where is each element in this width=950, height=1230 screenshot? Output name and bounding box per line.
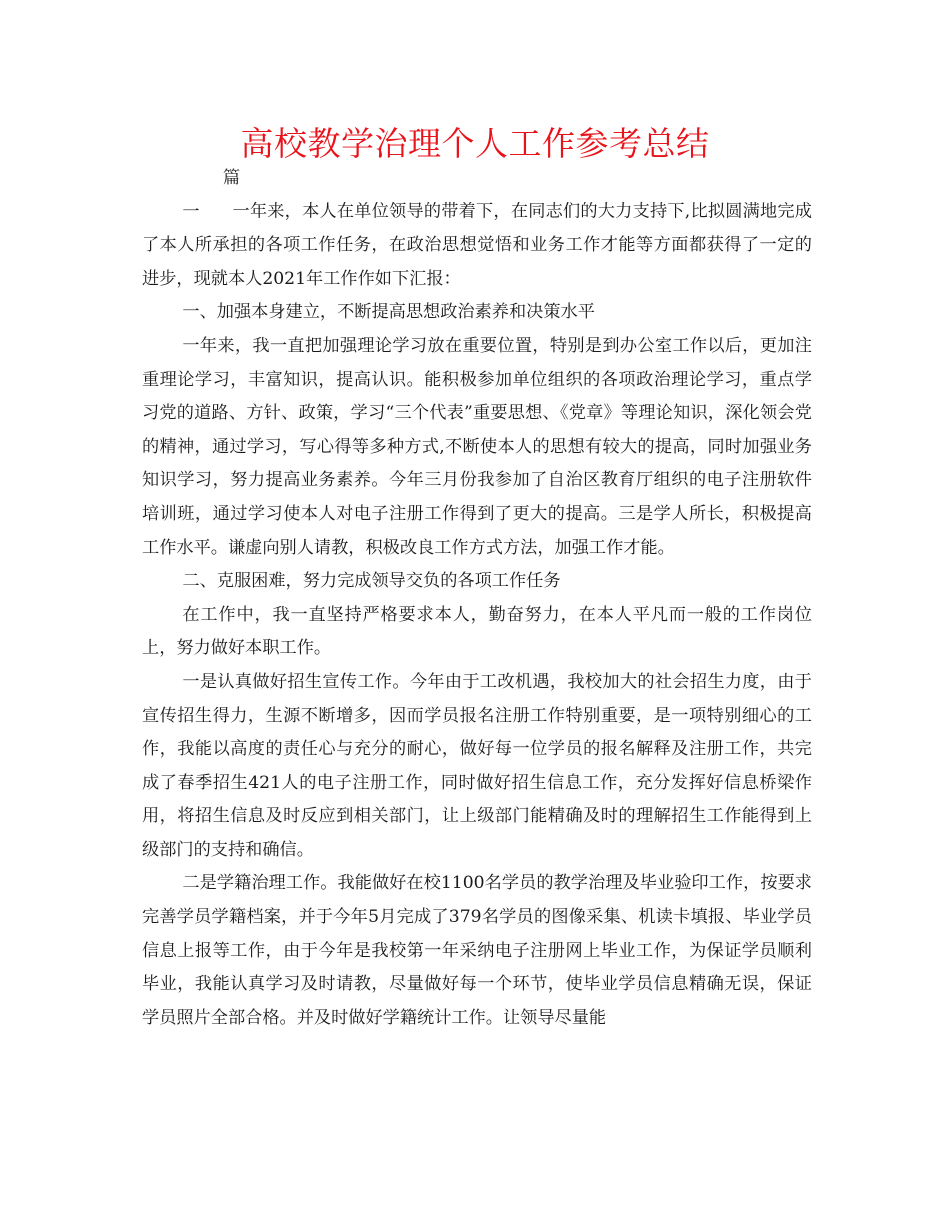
paragraph-theory-study: 一年来，我一直把加强理论学习放在重要位置，特别是到办公室工作以后，更加注重理论学习，丰富知识，提高认识。能积极参加单位组织的各项政治理论学习，重点学习党的道路、方针、政策，学习“三个代表”重要思想、《党章》等理论知识，深化领会党的精神，通过学习，写心得等多种方式,不断使本人的思想有较大的提高，同时加强业务知识学习，努力提高业务素养。今年三月份我参加了自治区教育厅组织的电子注册软件培训班，通过学习使本人对电子注册工作得到了更大的提高。三是学人所长，积极提高工作水平。谦虚向别人请教，积极改良工作方式方法，加强工作才能。 — [142, 335, 812, 558]
paragraph-work-attitude: 在工作中，我一直坚持严格要求本人，勤奋努力，在本人平凡而一般的工作岗位上，努力做好本职工作。 — [142, 604, 812, 659]
paragraph-intro — [142, 162, 812, 296]
document-body — [142, 162, 812, 1035]
paragraph-intro-text: 一年来，本人在单位领导的带着下，在同志们的大力支持下,比拟圆满地完成了本人所承担的各项工作任务，在政治思想觉悟和业务工作才能等方面都获得了一定的进步，现就本人2021年工作作如下汇报： — [142, 201, 812, 289]
document-title: 高校教学治理个人工作参考总结 — [240, 124, 710, 163]
heading-section-2: 二、克服困难，努力完成领导交负的各项工作任务 — [182, 571, 561, 592]
heading-section-1: 一、加强本身建立，不断提高思想政治素养和决策水平 — [182, 302, 595, 323]
paragraph-enrollment: 一是认真做好招生宣传工作。今年由于工改机遇，我校加大的社会招生力度，由于宣传招生得力，生源不断增多，因而学员报名注册工作特别重要，是一项特别细心的工作，我能以高度的责任心与充分的耐心，做好每一位学员的报名解释及注册工作，共完成了春季招生421人的电子注册工作，同时做好招生信息工作，充分发挥好信息桥梁作用，将招生信息及时反应到相关部门，让上级部门能精确及时的理解招生工作能得到上级部门的支持和确信。 — [142, 671, 812, 860]
paragraph-student-records: 二是学籍治理工作。我能做好在校1100名学员的教学治理及毕业验印工作，按要求完善学员学籍档案，并于今年5月完成了379名学员的图像采集、机读卡填报、毕业学员信息上报等工作，由于今年是我校第一年采纳电子注册网上毕业工作，为保证学员顺利毕业，我能认真学习及时请教，尽量做好每一个环节，使毕业学员信息精确无误，保证学员照片全部合格。并及时做好学籍统计工作。让领导尽量能 — [142, 873, 812, 1028]
section-label: 篇一 — [182, 168, 241, 222]
